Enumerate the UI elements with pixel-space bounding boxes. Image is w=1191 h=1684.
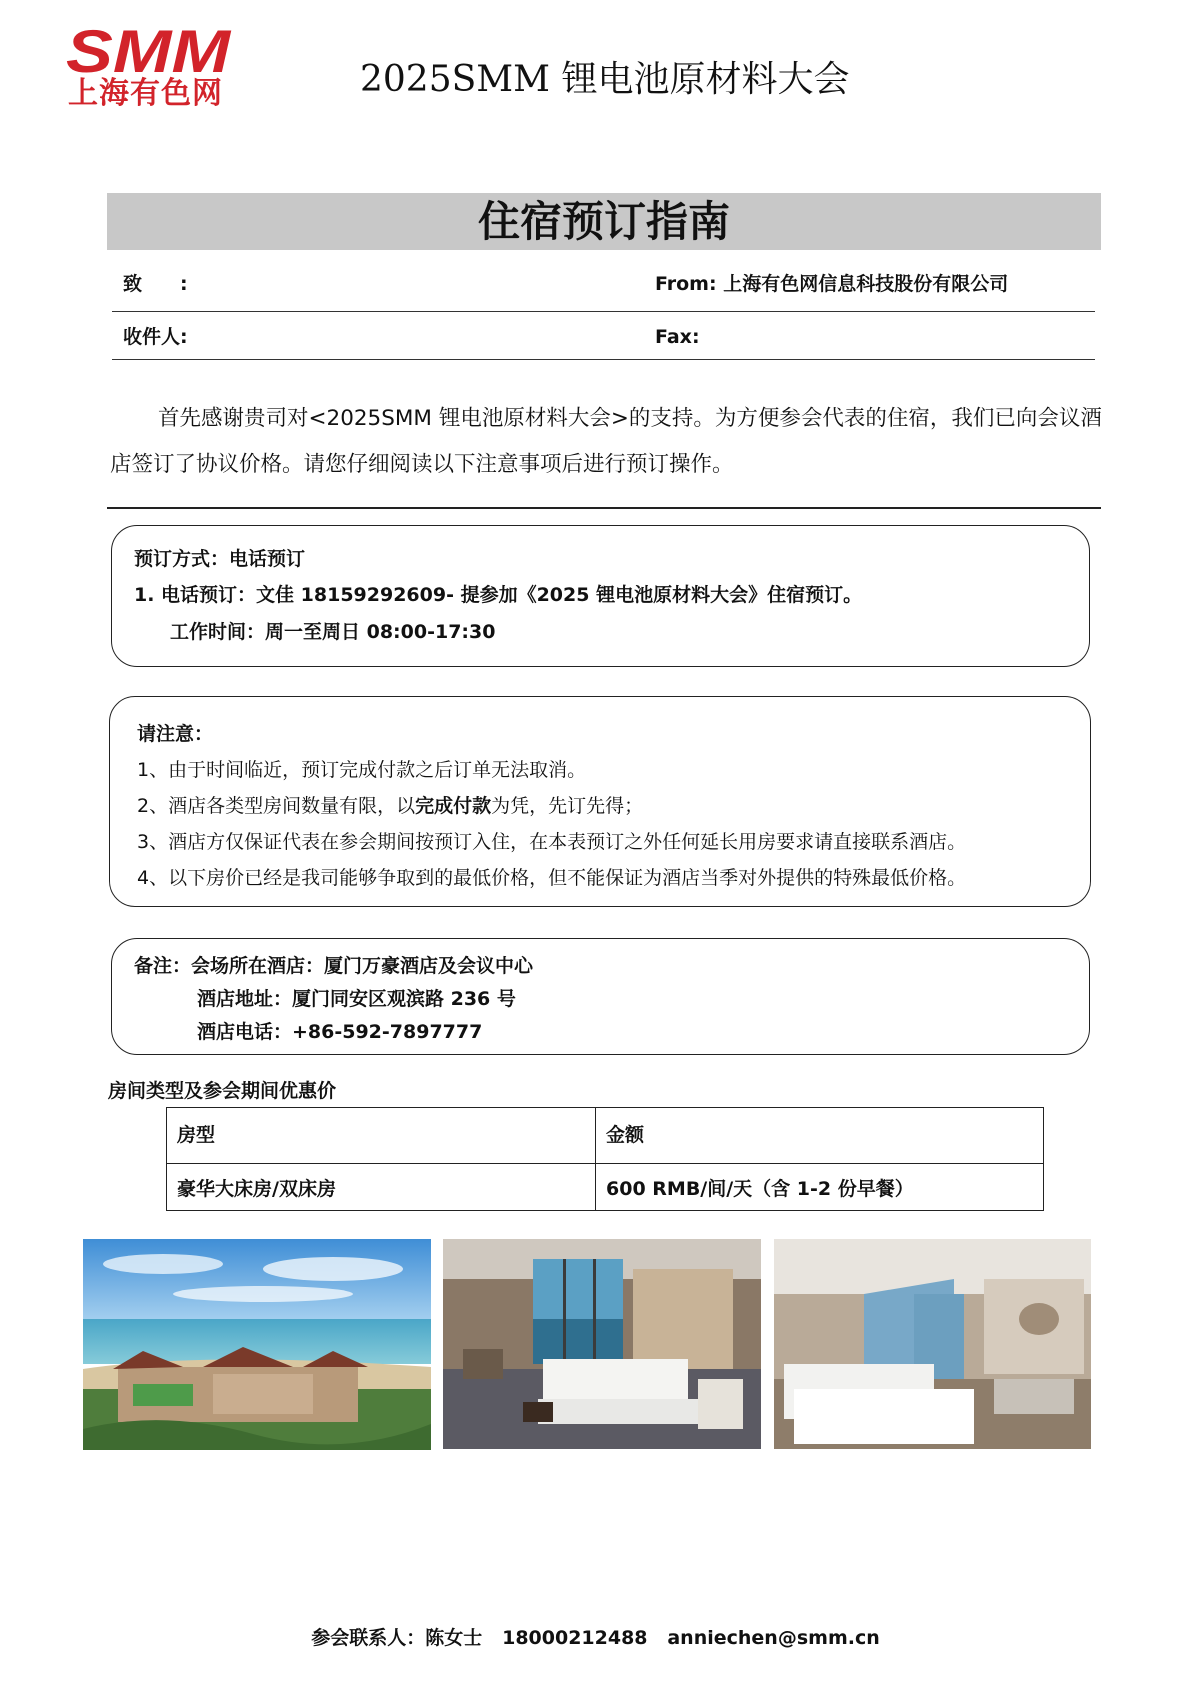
table-cell-room-type: 豪华大床房/双床房 xyxy=(177,1178,336,1200)
table-cell-price: 600 RMB/间/天（含 1-2 份早餐） xyxy=(606,1178,914,1200)
fax-label: Fax: xyxy=(655,326,700,348)
table-header-room-type: 房型 xyxy=(177,1124,216,1146)
notice-item-2-bold: 完成付款 xyxy=(415,795,492,817)
recipient-label: 收件人: xyxy=(123,326,188,348)
hotel-address: 酒店地址：厦门同安区观滨路 236 号 xyxy=(197,988,516,1010)
notice-item-2-pre: 2、酒店各类型房间数量有限，以 xyxy=(137,795,416,817)
intro-paragraph: 首先感谢贵司对<2025SMM 锂电池原材料大会>的支持。为方便参会代表的住宿，我们已向会议酒店签订了协议价格。请您仔细阅读以下注意事项后进行预订操作。 xyxy=(110,406,1102,477)
room-king-photo xyxy=(443,1239,761,1449)
guide-title-bar xyxy=(107,193,1101,250)
row-divider xyxy=(112,359,1095,360)
row-divider xyxy=(112,311,1095,312)
notice-item-2 xyxy=(137,793,643,819)
notice-item-1: 1、由于时间临近，预订完成付款之后订单无法取消。 xyxy=(137,759,587,781)
conference-title: 2025SMM 锂电池原材料大会 xyxy=(360,59,850,100)
contact-footer: 参会联系人：陈女士 18000212488 anniechen@smm.cn xyxy=(311,1627,880,1649)
notice-title: 请注意： xyxy=(137,723,214,745)
table-row-divider xyxy=(167,1163,1043,1164)
room-twin-photo xyxy=(774,1239,1091,1449)
notice-item-2-post: 为凭，先订先得； xyxy=(491,795,644,817)
table-col-divider xyxy=(595,1108,596,1210)
booking-method: 预订方式：电话预订 xyxy=(134,548,306,570)
logo-chinese-text: 上海有色网 xyxy=(68,76,223,111)
hotel-venue: 备注：会场所在酒店：厦门万豪酒店及会议中心 xyxy=(134,955,534,977)
to-label: 致 : xyxy=(123,273,188,295)
booking-phone-line: 1. 电话预订：文佳 18159292609- 提参加《2025 锂电池原材料大会》住宿预订。 xyxy=(134,584,863,606)
guide-title: 住宿预订指南 xyxy=(477,197,730,246)
room-table xyxy=(166,1107,1044,1211)
hotel-phone: 酒店电话：+86-592-7897777 xyxy=(197,1021,483,1043)
booking-hours-line: 工作时间：周一至周日 08:00-17:30 xyxy=(170,621,496,643)
smm-logo-mark xyxy=(64,24,234,76)
notice-item-4: 4、以下房价已经是我司能够争取到的最低价格，但不能保证为酒店当季对外提供的特殊最低价格。 xyxy=(137,867,967,889)
table-header-price: 金额 xyxy=(606,1124,645,1146)
room-table-title: 房间类型及参会期间优惠价 xyxy=(108,1080,337,1102)
from-label: From: 上海有色网信息科技股份有限公司 xyxy=(655,273,1009,295)
smm-logo xyxy=(64,24,234,116)
notice-item-3: 3、酒店方仅保证代表在参会期间按预订入住，在本表预订之外任何延长用房要求请直接联系酒店。 xyxy=(137,831,967,853)
hotel-exterior-photo xyxy=(83,1239,431,1450)
logo-smm-text: SMM xyxy=(66,24,233,76)
section-separator xyxy=(107,507,1101,509)
